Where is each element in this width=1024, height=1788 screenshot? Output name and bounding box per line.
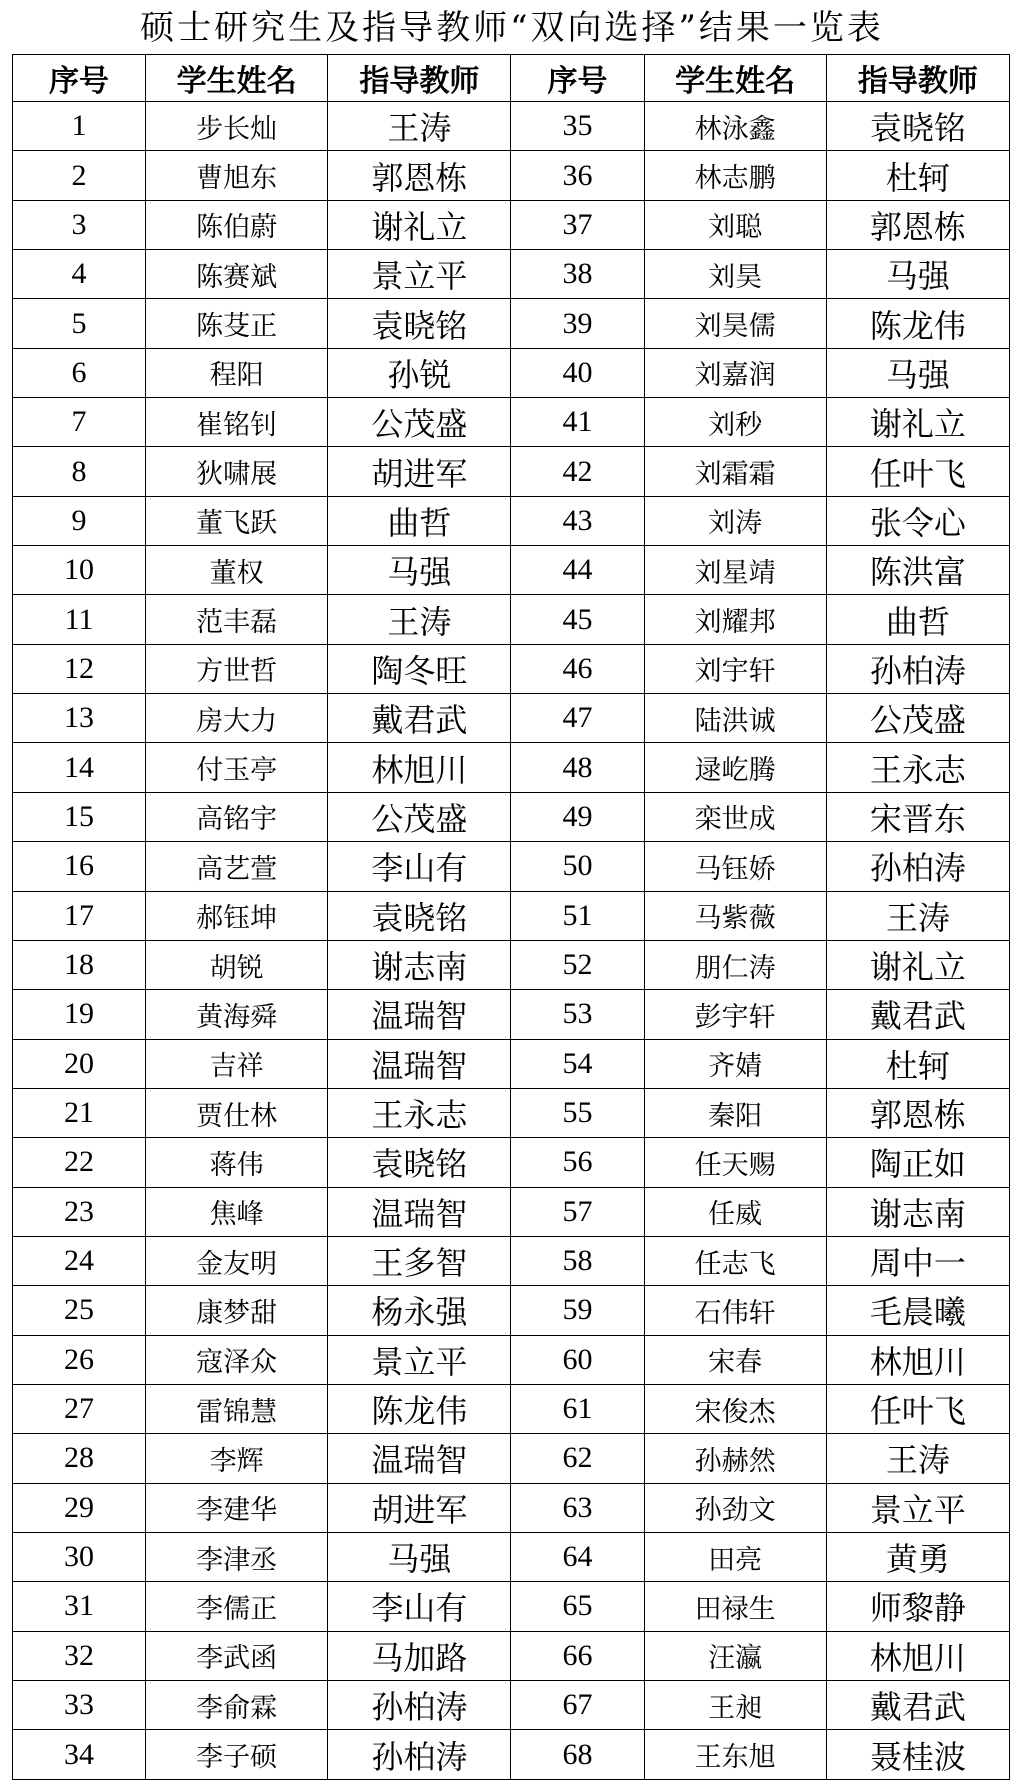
table-row [13,842,1010,891]
table-row [13,1434,1010,1483]
serial-number-cell: 16 [13,842,146,891]
serial-number-cell: 56 [511,1138,644,1187]
advisor-name-cell: 郭恩栋 [328,151,511,200]
student-name-cell: 田禄生 [644,1582,826,1631]
table-row [13,1335,1010,1384]
table-row [13,1236,1010,1285]
serial-number-cell: 46 [511,644,644,693]
serial-number-cell: 24 [13,1236,146,1285]
advisor-name-cell: 胡进军 [328,447,511,496]
student-name-cell: 任天赐 [644,1138,826,1187]
serial-number-cell: 43 [511,496,644,545]
serial-number-cell: 59 [511,1286,644,1335]
student-name-cell: 金友明 [146,1236,328,1285]
advisor-name-cell: 陈龙伟 [826,299,1009,348]
student-name-cell: 刘宇轩 [644,644,826,693]
serial-number-cell: 14 [13,743,146,792]
student-name-cell: 宋春 [644,1335,826,1384]
serial-number-cell: 31 [13,1582,146,1631]
serial-number-cell: 64 [511,1532,644,1581]
advisor-name-cell: 陈洪富 [826,546,1009,595]
serial-number-cell: 44 [511,546,644,595]
header-advisor: 指导教师 [328,55,511,102]
advisor-name-cell: 王涛 [328,102,511,151]
student-name-cell: 汪瀛 [644,1631,826,1680]
advisor-name-cell: 孙柏涛 [328,1730,511,1780]
header-serial-number: 序号 [511,55,644,102]
student-name-cell: 马紫薇 [644,891,826,940]
student-name-cell: 范丰磊 [146,595,328,644]
advisor-name-cell: 戴君武 [826,990,1009,1039]
advisor-name-cell: 谢礼立 [826,940,1009,989]
serial-number-cell: 29 [13,1483,146,1532]
serial-number-cell: 15 [13,792,146,841]
table-row [13,743,1010,792]
serial-number-cell: 51 [511,891,644,940]
advisor-name-cell: 曲哲 [826,595,1009,644]
table-row [13,200,1010,249]
table-row [13,1384,1010,1433]
serial-number-cell: 54 [511,1039,644,1088]
student-name-cell: 付玉亭 [146,743,328,792]
advisor-name-cell: 景立平 [826,1483,1009,1532]
student-name-cell: 雷锦慧 [146,1384,328,1433]
advisor-name-cell: 任叶飞 [826,447,1009,496]
advisor-name-cell: 谢志南 [328,940,511,989]
advisor-name-cell: 杜轲 [826,1039,1009,1088]
student-name-cell: 田亮 [644,1532,826,1581]
serial-number-cell: 60 [511,1335,644,1384]
serial-number-cell: 38 [511,250,644,299]
table-row [13,694,1010,743]
table-row [13,595,1010,644]
student-name-cell: 齐婧 [644,1039,826,1088]
serial-number-cell: 4 [13,250,146,299]
document-title: 硕士研究生及指导教师“双向选择”结果一览表 [140,8,884,48]
student-name-cell: 朋仁涛 [644,940,826,989]
student-name-cell: 陈赛斌 [146,250,328,299]
advisor-name-cell: 聂桂波 [826,1730,1009,1780]
table-row [13,1681,1010,1730]
serial-number-cell: 32 [13,1631,146,1680]
student-name-cell: 方世哲 [146,644,328,693]
serial-number-cell: 47 [511,694,644,743]
student-name-cell: 焦峰 [146,1187,328,1236]
student-name-cell: 刘星靖 [644,546,826,595]
student-name-cell: 刘昊 [644,250,826,299]
serial-number-cell: 41 [511,398,644,447]
advisor-name-cell: 戴君武 [328,694,511,743]
table-row [13,1187,1010,1236]
student-name-cell: 李子硕 [146,1730,328,1780]
advisor-name-cell: 林旭川 [826,1631,1009,1680]
advisor-name-cell: 马强 [826,250,1009,299]
student-name-cell: 步长灿 [146,102,328,151]
student-name-cell: 王昶 [644,1681,826,1730]
serial-number-cell: 35 [511,102,644,151]
serial-number-cell: 2 [13,151,146,200]
serial-number-cell: 12 [13,644,146,693]
serial-number-cell: 19 [13,990,146,1039]
student-name-cell: 李辉 [146,1434,328,1483]
advisor-name-cell: 袁晓铭 [328,891,511,940]
table-row [13,546,1010,595]
advisor-name-cell: 袁晓铭 [328,1138,511,1187]
advisor-name-cell: 郭恩栋 [826,1088,1009,1137]
advisor-name-cell: 杨永强 [328,1286,511,1335]
advisor-name-cell: 周中一 [826,1236,1009,1285]
advisor-name-cell: 黄勇 [826,1532,1009,1581]
serial-number-cell: 66 [511,1631,644,1680]
student-name-cell: 陈芟正 [146,299,328,348]
table-row [13,1730,1010,1780]
student-name-cell: 寇泽众 [146,1335,328,1384]
advisor-name-cell: 王涛 [826,1434,1009,1483]
student-name-cell: 陆洪诚 [644,694,826,743]
advisor-name-cell: 杜轲 [826,151,1009,200]
advisor-name-cell: 师黎静 [826,1582,1009,1631]
serial-number-cell: 20 [13,1039,146,1088]
table-row [13,1088,1010,1137]
serial-number-cell: 55 [511,1088,644,1137]
student-name-cell: 董权 [146,546,328,595]
advisor-name-cell: 曲哲 [328,496,511,545]
table-row [13,496,1010,545]
serial-number-cell: 40 [511,348,644,397]
advisor-name-cell: 谢志南 [826,1187,1009,1236]
advisor-name-cell: 陶正如 [826,1138,1009,1187]
table-row [13,1483,1010,1532]
header-student-name: 学生姓名 [146,55,328,102]
advisor-name-cell: 李山有 [328,1582,511,1631]
student-name-cell: 石伟轩 [644,1286,826,1335]
student-name-cell: 房大力 [146,694,328,743]
student-name-cell: 任志飞 [644,1236,826,1285]
advisor-name-cell: 马加路 [328,1631,511,1680]
advisor-name-cell: 温瑞智 [328,990,511,1039]
student-name-cell: 黄海舜 [146,990,328,1039]
table-row [13,792,1010,841]
advisor-name-cell: 袁晓铭 [826,102,1009,151]
serial-number-cell: 27 [13,1384,146,1433]
serial-number-cell: 10 [13,546,146,595]
advisor-name-cell: 宋晋东 [826,792,1009,841]
table-row [13,447,1010,496]
student-name-cell: 孙劲文 [644,1483,826,1532]
student-name-cell: 任威 [644,1187,826,1236]
advisor-name-cell: 王涛 [826,891,1009,940]
serial-number-cell: 45 [511,595,644,644]
student-name-cell: 刘嘉润 [644,348,826,397]
student-name-cell: 秦阳 [644,1088,826,1137]
serial-number-cell: 1 [13,102,146,151]
table-row [13,1582,1010,1631]
student-name-cell: 曹旭东 [146,151,328,200]
serial-number-cell: 3 [13,200,146,249]
advisor-name-cell: 公茂盛 [328,398,511,447]
serial-number-cell: 61 [511,1384,644,1433]
student-name-cell: 陈伯蔚 [146,200,328,249]
student-name-cell: 蒋伟 [146,1138,328,1187]
serial-number-cell: 68 [511,1730,644,1780]
table-row [13,644,1010,693]
advisor-name-cell: 马强 [826,348,1009,397]
table-row [13,1286,1010,1335]
advisor-name-cell: 任叶飞 [826,1384,1009,1433]
advisor-name-cell: 公茂盛 [328,792,511,841]
header-advisor: 指导教师 [826,55,1009,102]
advisor-name-cell: 陈龙伟 [328,1384,511,1433]
student-name-cell: 刘霜霜 [644,447,826,496]
serial-number-cell: 57 [511,1187,644,1236]
table-row [13,1631,1010,1680]
serial-number-cell: 63 [511,1483,644,1532]
student-name-cell: 刘耀邦 [644,595,826,644]
serial-number-cell: 42 [511,447,644,496]
table-row [13,398,1010,447]
table-header-row [13,55,1010,102]
student-name-cell: 刘涛 [644,496,826,545]
serial-number-cell: 53 [511,990,644,1039]
student-name-cell: 李儒正 [146,1582,328,1631]
table-row [13,250,1010,299]
table-row [13,940,1010,989]
student-name-cell: 刘昊儒 [644,299,826,348]
serial-number-cell: 5 [13,299,146,348]
student-name-cell: 宋俊杰 [644,1384,826,1433]
advisor-name-cell: 景立平 [328,1335,511,1384]
student-name-cell: 高艺萱 [146,842,328,891]
table-row [13,990,1010,1039]
advisor-name-cell: 孙柏涛 [328,1681,511,1730]
serial-number-cell: 37 [511,200,644,249]
advisor-name-cell: 王永志 [328,1088,511,1137]
advisor-name-cell: 陶冬旺 [328,644,511,693]
serial-number-cell: 36 [511,151,644,200]
student-name-cell: 刘聪 [644,200,826,249]
serial-number-cell: 67 [511,1681,644,1730]
advisor-name-cell: 公茂盛 [826,694,1009,743]
serial-number-cell: 49 [511,792,644,841]
serial-number-cell: 48 [511,743,644,792]
advisor-name-cell: 林旭川 [328,743,511,792]
serial-number-cell: 23 [13,1187,146,1236]
student-name-cell: 崔铭钊 [146,398,328,447]
serial-number-cell: 39 [511,299,644,348]
serial-number-cell: 13 [13,694,146,743]
serial-number-cell: 33 [13,1681,146,1730]
advisor-name-cell: 郭恩栋 [826,200,1009,249]
serial-number-cell: 62 [511,1434,644,1483]
advisor-name-cell: 袁晓铭 [328,299,511,348]
serial-number-cell: 17 [13,891,146,940]
table-row [13,1138,1010,1187]
table-row [13,1039,1010,1088]
advisor-name-cell: 毛晨曦 [826,1286,1009,1335]
student-name-cell: 郝钰坤 [146,891,328,940]
serial-number-cell: 58 [511,1236,644,1285]
serial-number-cell: 7 [13,398,146,447]
student-name-cell: 李建华 [146,1483,328,1532]
advisor-name-cell: 谢礼立 [826,398,1009,447]
student-name-cell: 林泳鑫 [644,102,826,151]
student-name-cell: 胡锐 [146,940,328,989]
student-name-cell: 李武函 [146,1631,328,1680]
student-name-cell: 康梦甜 [146,1286,328,1335]
table-row [13,891,1010,940]
serial-number-cell: 11 [13,595,146,644]
advisor-name-cell: 马强 [328,1532,511,1581]
serial-number-cell: 30 [13,1532,146,1581]
student-name-cell: 程阳 [146,348,328,397]
serial-number-cell: 21 [13,1088,146,1137]
serial-number-cell: 28 [13,1434,146,1483]
header-serial-number: 序号 [13,55,146,102]
student-name-cell: 董飞跃 [146,496,328,545]
student-name-cell: 孙赫然 [644,1434,826,1483]
table-row [13,348,1010,397]
advisor-name-cell: 王多智 [328,1236,511,1285]
student-name-cell: 栾世成 [644,792,826,841]
table-row [13,1532,1010,1581]
advisor-name-cell: 孙柏涛 [826,644,1009,693]
serial-number-cell: 25 [13,1286,146,1335]
table-row [13,299,1010,348]
table-row [13,151,1010,200]
student-name-cell: 高铭宇 [146,792,328,841]
serial-number-cell: 34 [13,1730,146,1780]
student-name-cell: 李俞霖 [146,1681,328,1730]
student-name-cell: 李津丞 [146,1532,328,1581]
student-name-cell: 林志鹏 [644,151,826,200]
advisor-name-cell: 温瑞智 [328,1434,511,1483]
student-name-cell: 吉祥 [146,1039,328,1088]
results-table [12,54,1010,1780]
serial-number-cell: 18 [13,940,146,989]
advisor-name-cell: 谢礼立 [328,200,511,249]
serial-number-cell: 22 [13,1138,146,1187]
student-name-cell: 刘秒 [644,398,826,447]
table-body [13,102,1010,1780]
student-name-cell: 狄啸展 [146,447,328,496]
header-student-name: 学生姓名 [644,55,826,102]
advisor-name-cell: 马强 [328,546,511,595]
serial-number-cell: 50 [511,842,644,891]
advisor-name-cell: 胡进军 [328,1483,511,1532]
advisor-name-cell: 温瑞智 [328,1039,511,1088]
advisor-name-cell: 孙柏涛 [826,842,1009,891]
serial-number-cell: 26 [13,1335,146,1384]
advisor-name-cell: 孙锐 [328,348,511,397]
serial-number-cell: 6 [13,348,146,397]
student-name-cell: 马钰娇 [644,842,826,891]
advisor-name-cell: 温瑞智 [328,1187,511,1236]
advisor-name-cell: 戴君武 [826,1681,1009,1730]
advisor-name-cell: 林旭川 [826,1335,1009,1384]
serial-number-cell: 9 [13,496,146,545]
serial-number-cell: 52 [511,940,644,989]
table-row [13,102,1010,151]
advisor-name-cell: 景立平 [328,250,511,299]
student-name-cell: 王东旭 [644,1730,826,1780]
student-name-cell: 贾仕林 [146,1088,328,1137]
student-name-cell: 彭宇轩 [644,990,826,1039]
serial-number-cell: 65 [511,1582,644,1631]
advisor-name-cell: 王永志 [826,743,1009,792]
advisor-name-cell: 王涛 [328,595,511,644]
student-name-cell: 逯屹腾 [644,743,826,792]
advisor-name-cell: 张令心 [826,496,1009,545]
advisor-name-cell: 李山有 [328,842,511,891]
serial-number-cell: 8 [13,447,146,496]
